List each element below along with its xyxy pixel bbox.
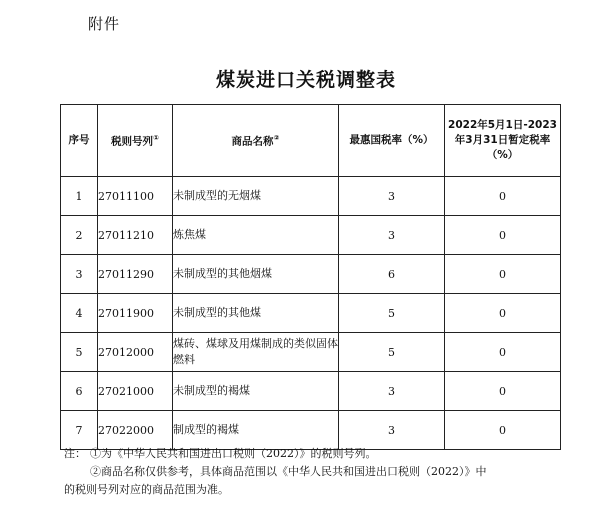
cell-temp-rate: 0: [445, 216, 561, 255]
header-name: [173, 105, 339, 177]
document-title: 煤炭进口关税调整表: [215, 69, 396, 91]
cell-name: 未制成型的无烟煤: [173, 177, 339, 216]
cell-code: 27021000: [98, 372, 173, 411]
header-code: [98, 105, 173, 177]
cell-seq: 5: [61, 333, 98, 372]
cell-mfn-rate: 3: [339, 216, 445, 255]
footnote-2-text-line2: 的税则号列对应的商品范围为准。: [64, 483, 229, 496]
cell-seq: 2: [61, 216, 98, 255]
header-temp-rate-line2: 年3月31日暂定税率: [454, 134, 551, 146]
table-row: [61, 216, 561, 255]
header-name-label: 商品名称: [231, 135, 274, 148]
cell-seq: 4: [61, 294, 98, 333]
cell-code: 27012000: [98, 333, 173, 372]
cell-temp-rate: 0: [445, 411, 561, 450]
cell-name: 煤砖、煤球及用煤制成的类似固体燃料: [173, 333, 339, 372]
table-row: [61, 177, 561, 216]
table-row: [61, 333, 561, 372]
table-header-row: [61, 105, 561, 177]
table-row: [61, 294, 561, 333]
header-code-footnote-mark: ①: [153, 134, 159, 143]
header-temp-rate-line1: 2022年5月1日-2023: [448, 119, 557, 131]
footnote-1: [64, 445, 564, 463]
cell-name: 未制成型的褐煤: [173, 372, 339, 411]
cell-name: 未制成型的其他煤: [173, 294, 339, 333]
header-seq: [61, 105, 98, 177]
cell-temp-rate: 0: [445, 372, 561, 411]
cell-seq: 1: [61, 177, 98, 216]
cell-name: 制成型的褐煤: [173, 411, 339, 450]
footnote-1-text: ①为《中华人民共和国进出口税则（2022）》的税则号列。: [90, 447, 377, 460]
cell-seq: 6: [61, 372, 98, 411]
cell-code: 27011900: [98, 294, 173, 333]
cell-code: 27022000: [98, 411, 173, 450]
header-temp-rate: [445, 105, 561, 177]
table-row: [61, 372, 561, 411]
cell-mfn-rate: 3: [339, 411, 445, 450]
footnote-2-text-line1: ②商品名称仅供参考，具体商品范围以《中华人民共和国进出口税则（2022）》中: [90, 465, 487, 478]
footnote-prefix: 注：: [64, 447, 86, 460]
attachment-label: 附件: [88, 15, 121, 33]
cell-seq: 3: [61, 255, 98, 294]
cell-temp-rate: 0: [445, 177, 561, 216]
cell-temp-rate: 0: [445, 255, 561, 294]
cell-temp-rate: 0: [445, 333, 561, 372]
cell-mfn-rate: 3: [339, 372, 445, 411]
cell-temp-rate: 0: [445, 294, 561, 333]
footnote-2-continued: [64, 481, 564, 499]
header-mfn-rate-label: 最惠国税率（%）: [349, 134, 434, 146]
header-seq-label: 序号: [68, 134, 90, 146]
cell-seq: 7: [61, 411, 98, 450]
cell-mfn-rate: 3: [339, 177, 445, 216]
cell-mfn-rate: 6: [339, 255, 445, 294]
cell-mfn-rate: 5: [339, 333, 445, 372]
footnote-2: [64, 463, 564, 481]
cell-code: 27011100: [98, 177, 173, 216]
cell-mfn-rate: 5: [339, 294, 445, 333]
tariff-table: [60, 104, 561, 450]
cell-name: 未制成型的其他烟煤: [173, 255, 339, 294]
table-row: [61, 411, 561, 450]
header-name-footnote-mark: ②: [273, 134, 280, 143]
header-mfn-rate: [339, 105, 445, 177]
header-code-label: 税则号列: [111, 135, 154, 148]
cell-code: 27011210: [98, 216, 173, 255]
footnotes: [64, 445, 564, 499]
cell-code: 27011290: [98, 255, 173, 294]
cell-name: 炼焦煤: [173, 216, 339, 255]
table-row: [61, 255, 561, 294]
header-temp-rate-line3: （%）: [486, 149, 519, 161]
